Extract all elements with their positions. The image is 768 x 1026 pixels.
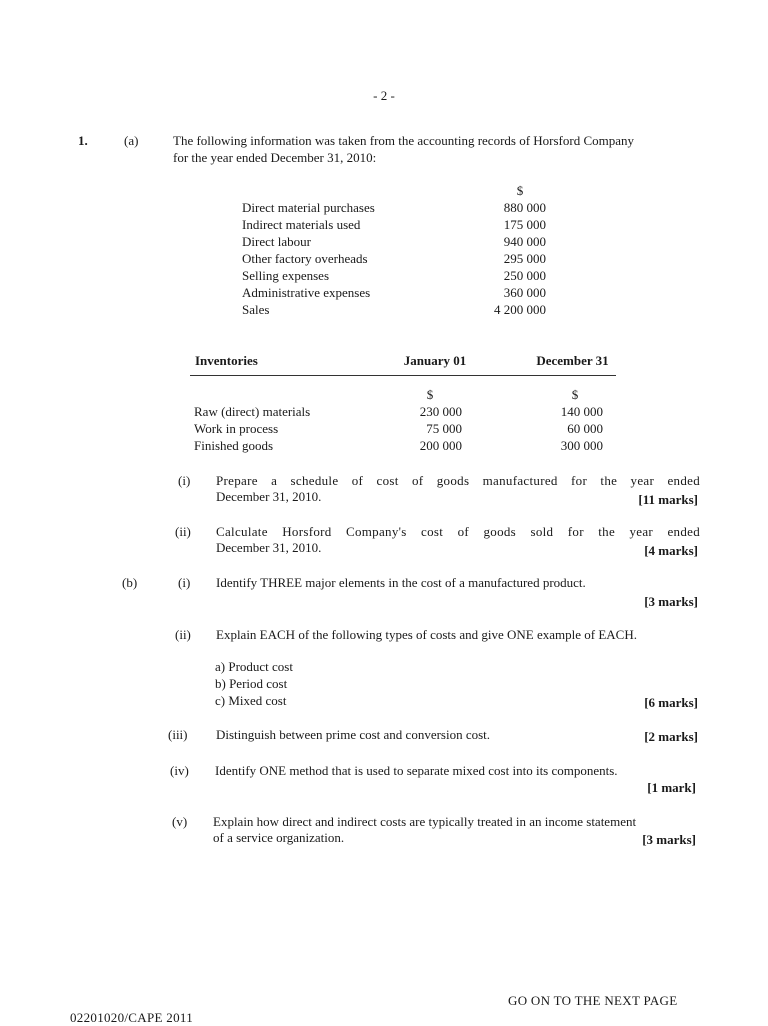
part-b-label: (b) <box>122 575 138 590</box>
item-value: 250 000 <box>503 268 546 283</box>
item-value: 360 000 <box>503 285 546 300</box>
inv-row-jan: 200 000 <box>419 438 462 453</box>
b-v-label: (v) <box>172 814 188 829</box>
part-a-label: (a) <box>124 133 139 148</box>
a-ii-label: (ii) <box>175 524 191 539</box>
item-value: 4 200 000 <box>494 302 546 317</box>
a-ii-line-1: Calculate Horsford Company's cost of goods sold for the year ended <box>216 524 700 539</box>
a-i-label: (i) <box>178 473 191 488</box>
b-ii-label: (ii) <box>175 627 191 642</box>
table-rule <box>190 375 616 376</box>
item-label: Direct labour <box>242 234 311 249</box>
inv-row-label: Finished goods <box>194 438 274 453</box>
item-label: Selling expenses <box>242 268 330 283</box>
b-i-marks: [3 marks] <box>644 594 698 609</box>
item-value: 940 000 <box>503 234 546 249</box>
go-on-notice: GO ON TO THE NEXT PAGE <box>508 993 678 1008</box>
b-v-marks: [3 marks] <box>642 832 696 847</box>
intro-line-1: The following information was taken from the accounting records of Horsford Company <box>173 133 635 148</box>
currency-dec: $ <box>571 387 579 402</box>
item-value: 880 000 <box>503 200 546 215</box>
a-i-line-2: December 31, 2010. <box>216 489 322 504</box>
cost-type-item: c) Mixed cost <box>215 693 287 708</box>
intro-line-2: for the year ended December 31, 2010: <box>173 150 377 165</box>
a-i-line-1: Prepare a schedule of cost of goods manufactured for the year ended <box>216 473 700 488</box>
currency-header: $ <box>516 183 524 198</box>
inv-row-label: Raw (direct) materials <box>194 404 311 419</box>
item-label: Direct material purchases <box>242 200 375 215</box>
b-iii-line-1: Distinguish between prime cost and conversion cost. <box>216 727 491 742</box>
b-iii-marks: [2 marks] <box>644 729 698 744</box>
inv-row-dec: 140 000 <box>560 404 603 419</box>
inv-row-label: Work in process <box>194 421 279 436</box>
item-label: Administrative expenses <box>242 285 371 300</box>
b-v-line-2: of a service organization. <box>213 830 345 845</box>
item-label: Other factory overheads <box>242 251 368 266</box>
b-iii-label: (iii) <box>168 727 188 742</box>
a-ii-marks: [4 marks] <box>644 543 698 558</box>
cost-type-item: b) Period cost <box>215 676 288 691</box>
a-i-marks: [11 marks] <box>638 492 698 507</box>
inv-row-jan: 230 000 <box>419 404 462 419</box>
inv-row-dec: 60 000 <box>567 421 603 436</box>
page-number: - 2 - <box>373 88 395 103</box>
question-number: 1. <box>78 133 88 148</box>
col-january: January 01 <box>403 353 467 368</box>
b-iv-marks: [1 mark] <box>647 780 696 795</box>
inv-row-dec: 300 000 <box>560 438 603 453</box>
inventories-header: Inventories <box>195 353 258 368</box>
currency-jan: $ <box>426 387 434 402</box>
b-iv-line-1: Identify ONE method that is used to separate mixed cost into its components. <box>215 763 618 778</box>
item-value: 175 000 <box>503 217 546 232</box>
b-v-line-1: Explain how direct and indirect costs are typically treated in an income statement <box>213 814 637 829</box>
b-iv-label: (iv) <box>170 763 189 778</box>
item-label: Indirect materials used <box>242 217 361 232</box>
a-ii-line-2: December 31, 2010. <box>216 540 322 555</box>
cost-type-item: a) Product cost <box>215 659 293 674</box>
b-i-line-1: Identify THREE major elements in the cost of a manufactured product. <box>216 575 586 590</box>
item-value: 295 000 <box>503 251 546 266</box>
inv-row-jan: 75 000 <box>426 421 462 436</box>
b-ii-marks: [6 marks] <box>644 695 698 710</box>
paper-code: 02201020/CAPE 2011 <box>70 1010 194 1025</box>
b-i-label: (i) <box>178 575 191 590</box>
item-label: Sales <box>242 302 270 317</box>
b-ii-line-1: Explain EACH of the following types of costs and give ONE example of EACH. <box>216 627 637 642</box>
col-december: December 31 <box>536 353 609 368</box>
